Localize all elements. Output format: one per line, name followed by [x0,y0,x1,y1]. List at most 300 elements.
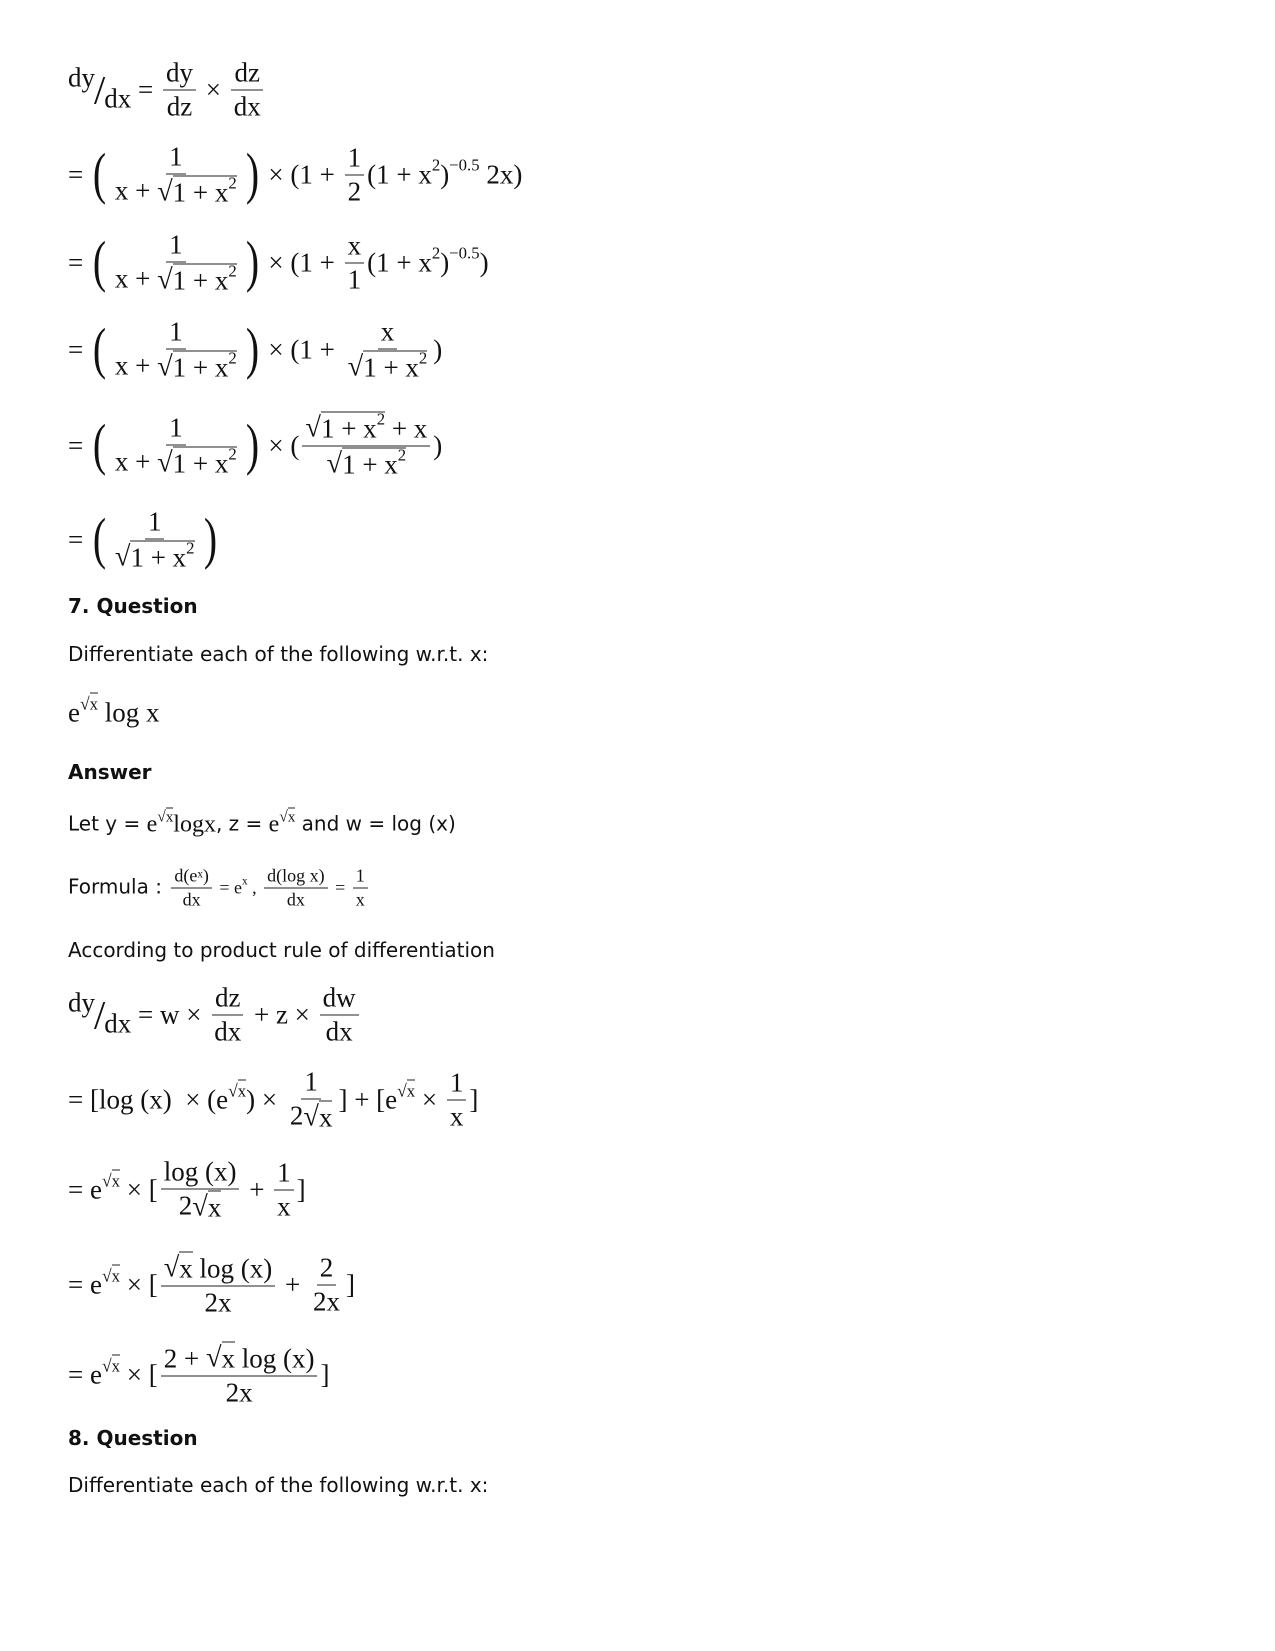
math-text: 2x [204,1287,232,1318]
large-parenthesis: ) [245,413,259,477]
math-text: ] [296,1174,306,1205]
math-text: 2 [431,155,441,175]
square-root [206,1342,235,1375]
superscript [419,349,427,369]
math-text: × [415,1084,444,1115]
radicand [319,1101,333,1134]
math-text: 2 [228,444,237,464]
question-heading: 8. Question [68,1426,198,1450]
math-text: log x [98,697,160,728]
math-text: 1 [147,506,162,537]
math-text: ) [479,247,489,278]
radicand [90,693,98,715]
math-text: dx [233,91,261,122]
superscript [398,446,406,466]
numerator [166,230,186,263]
denominator [231,91,264,123]
math-text: 1 [449,1067,464,1098]
denominator [324,447,410,481]
numerator [320,983,359,1016]
math-text: = [log (x) × (e [68,1084,229,1115]
square-root [347,348,428,384]
denominator: dx [104,83,132,114]
fraction [161,1252,276,1319]
equation-step [68,230,489,297]
math-text: x + [114,350,158,381]
math-text: 2 [376,409,386,429]
math-text: dy [166,57,193,88]
math-text: 1 + x [342,449,398,480]
numerator [301,1067,321,1100]
denominator [176,1190,225,1224]
math-text: = [68,334,90,365]
fraction [112,413,240,480]
math-text: 2 [178,1190,193,1221]
denominator [287,1100,336,1134]
math-text: x [237,1081,247,1101]
superscript [449,244,479,264]
numerator [166,413,186,446]
math-text: × ( [261,430,300,461]
radical-sign: √ [303,1101,319,1133]
superscript [102,1170,120,1192]
math-text: 2 [397,445,407,465]
math-text: x [406,1081,416,1101]
square-root [80,693,98,715]
math-text: ] + [e [338,1084,398,1115]
numerator: dy [68,987,95,1018]
formula-statement [68,866,371,911]
superscript [449,156,479,176]
math-text: 1 + x [172,448,229,479]
radical-sign: √ [114,541,131,573]
numerator [231,58,262,91]
math-text: ] [320,1359,330,1390]
math-text: × [ [119,1174,158,1205]
math-text: d(log x) [267,865,325,886]
numerator [274,1158,294,1191]
denominator [310,1286,343,1318]
math-text: × [ [119,1359,158,1390]
fraction [302,409,430,481]
math-text: dx [182,889,201,910]
radical-sign: √ [163,1252,180,1284]
question-expression [68,693,160,729]
math-text: 2 [228,261,237,281]
math-text: + x [385,413,428,444]
math-text: −0.5 [449,155,480,175]
superscript [228,262,236,282]
math-text: dx [325,1016,353,1047]
numerator [378,317,398,350]
superscript [102,1265,120,1287]
denominator [112,446,240,480]
math-text: (1 + x [367,247,432,278]
radical-sign: √ [157,176,173,208]
radicand [172,173,237,209]
math-text: x [165,809,174,826]
fraction [171,866,212,911]
radical-sign: √ [305,412,321,444]
radical-sign: √ [79,693,90,714]
radicand [208,1191,222,1224]
math-text: ) × [246,1084,284,1115]
numerator [447,1068,467,1101]
numerator [166,317,186,350]
fraction [287,1067,336,1134]
radical-sign: √ [192,1191,208,1223]
math-text: = [68,247,90,278]
denominator [164,91,195,123]
math-text: = e [214,877,243,898]
denominator [112,263,240,297]
numerator [145,507,165,540]
math-text: dx [286,889,305,910]
square-root [157,261,237,297]
square-root [102,1170,120,1192]
math-text: x [242,875,248,888]
math-text: 2 [431,243,441,263]
superscript [197,868,203,880]
math-text: 1 [169,412,183,443]
inline-math [268,808,296,839]
math-text: 1 + x [172,177,229,208]
square-root [397,1080,415,1102]
square-root [228,1080,246,1102]
fraction [112,230,240,297]
superscript [228,174,236,194]
radicand [112,1170,120,1192]
numerator [161,1342,318,1377]
fraction [161,1157,240,1224]
math-text: x [287,809,296,826]
fraction [161,1342,318,1409]
denominator [323,1016,356,1048]
math-text: = [330,877,350,898]
fraction [112,507,198,574]
denominator [345,264,365,296]
numerator [171,866,212,889]
math-text: 2x [225,1377,253,1408]
radicand [407,1080,415,1102]
radical-sign: √ [157,264,173,296]
math-text: 2 + [163,1343,206,1374]
superscript [377,410,385,430]
text-run: , z = [215,811,269,836]
fraction [211,983,244,1048]
math-text: x + [114,175,158,206]
superscript [228,349,236,369]
math-text: 1 + x [320,413,377,444]
radicand [363,348,428,384]
radicand [342,445,407,481]
math-text: 1 + x [172,265,229,296]
math-text: dx [214,1016,242,1047]
square-root [279,807,295,826]
radical-sign: √ [101,1170,112,1191]
math-text: 1 + x [130,542,187,573]
large-parenthesis: ) [245,142,259,206]
denominator [112,350,240,384]
fraction [345,231,365,296]
square-root [164,1252,193,1285]
denominator [180,889,204,911]
superscript [432,156,440,176]
fraction [447,1068,467,1133]
math-text: 1 [347,264,362,295]
equation-chain-rule [68,58,267,123]
fraction [274,1158,294,1223]
math-text: ) [433,430,443,461]
superscript [157,807,173,826]
math-text: x [89,694,98,714]
math-text: x [355,889,365,910]
equation-step [68,409,443,481]
math-text: 1 [347,142,362,173]
numerator [345,143,365,176]
math-text: = e [68,1269,102,1300]
radicand [166,807,173,826]
math-text: 1 [169,229,183,260]
answer-heading: Answer [68,760,152,784]
math-text: 1 [277,1157,291,1188]
math-text: , [247,877,262,898]
radical-sign: √ [397,1080,407,1101]
math-text: ) [433,334,443,365]
numerator [264,866,328,889]
square-root [192,1191,221,1224]
slash: / [94,67,106,113]
math-text: (1 + x [367,159,432,190]
math-text: 2 [228,173,237,193]
math-text: 1 [169,316,183,347]
square-root [102,1265,120,1287]
equation-step [68,1157,306,1224]
radical-sign: √ [101,1265,112,1286]
math-text: ) [202,865,209,886]
numerator [345,231,365,264]
math-text: x [207,1192,222,1223]
math-text: ) [440,159,450,190]
math-text: = [131,74,160,105]
fraction [264,866,328,911]
numerator: dy [68,62,95,93]
superscript [279,807,295,826]
denominator [447,1101,467,1133]
slash-fraction [68,62,132,114]
large-parenthesis: ( [92,230,107,294]
math-text: 2 [319,1252,334,1283]
math-text: e [268,811,280,838]
math-text: 1 + x [363,352,419,383]
math-text: log (x) [163,1156,237,1187]
large-parenthesis: ( [92,507,107,571]
math-text: x [111,1266,120,1286]
text-run: Let y = [68,811,147,836]
math-text: x [111,1171,120,1191]
large-parenthesis: ( [92,142,107,206]
math-text: = e [68,1359,102,1390]
math-text: logx [173,811,216,838]
math-text: x [449,1101,464,1132]
math-text: × (1 + [261,247,342,278]
fraction [345,143,365,208]
radical-sign: √ [279,808,288,826]
denominator [201,1287,234,1319]
denominator [345,176,365,208]
math-text: x + [114,446,158,477]
denominator [345,350,431,384]
large-parenthesis: ( [92,413,107,477]
math-text: d(e [174,865,198,886]
math-text: log (x) [192,1253,273,1284]
math-text: = [68,159,90,190]
slash-fraction [68,987,132,1039]
large-parenthesis: ) [245,317,259,381]
square-root [303,1101,332,1134]
radicand [238,1080,246,1102]
square-root [102,1355,120,1377]
math-text: 2 [228,348,237,368]
radical-sign: √ [228,1080,238,1101]
superscript [242,876,248,888]
fraction [231,58,264,123]
math-text: 2 [289,1100,304,1131]
math-text: x [318,1102,333,1133]
equation-result [68,507,219,574]
math-text: 1 [355,865,365,886]
question-heading: 7. Question [68,594,198,618]
radicand [179,1252,193,1285]
radicand [288,807,295,826]
math-text: = [68,524,90,555]
denominator [353,889,368,911]
radical-sign: √ [347,351,364,383]
radical-sign: √ [326,448,343,480]
square-root [326,445,407,481]
numerator [161,1252,276,1287]
math-text: x [277,1191,291,1222]
math-text: × [ [119,1269,158,1300]
equation-step [68,317,442,384]
math-text: x [179,1253,193,1284]
math-text: = w × [131,999,209,1030]
math-text: e [68,697,80,728]
denominator [211,1016,244,1048]
math-text: × (1 + [261,159,342,190]
math-text: 2 [418,348,428,368]
denominator [223,1377,256,1409]
math-text: + z × [247,999,317,1030]
numerator [353,866,368,889]
slash: / [94,992,106,1038]
radical-sign: √ [157,808,166,826]
radical-sign: √ [101,1355,112,1376]
square-root [157,348,237,384]
numerator [317,1253,337,1286]
radicand [112,1355,120,1377]
math-text: ) [440,247,450,278]
radicand [112,1265,120,1287]
denominator [112,540,198,574]
numerator [163,58,196,91]
math-text: dw [322,982,356,1013]
math-text: × (1 + [261,334,342,365]
numerator [161,1157,240,1190]
math-text: 1 [169,141,183,172]
math-text: 2x [312,1286,340,1317]
math-text: 2 [347,176,362,207]
radicand [172,348,237,384]
math-text: x [111,1356,120,1376]
superscript [432,244,440,264]
radical-sign: √ [157,351,173,383]
math-text: x [380,316,395,347]
radical-sign: √ [157,447,173,479]
math-text: log (x) [235,1343,315,1374]
math-text: x [347,230,362,261]
denominator: dx [104,1008,132,1039]
denominator [274,1191,294,1223]
superscript [186,539,194,559]
math-text: dz [214,982,241,1013]
math-text: 2x) [479,159,523,190]
math-text: −0.5 [449,243,480,263]
math-text: e [146,811,158,838]
square-root [157,173,237,209]
radicand [130,538,195,574]
square-root [157,444,237,480]
equation-product-rule [68,983,362,1048]
radicand [172,444,237,480]
superscript [102,1355,120,1377]
fraction [345,317,431,384]
equation-step [68,1067,478,1134]
equation-result [68,1342,329,1409]
math-text: x [197,868,203,881]
math-text: ] [345,1269,355,1300]
fraction [163,58,196,123]
math-text: dz [234,57,260,88]
fraction [310,1253,343,1318]
fraction [112,317,240,384]
math-text: = [68,430,90,461]
equation-step [68,142,522,209]
radicand [320,409,386,445]
numerator [302,409,430,447]
denominator [112,175,240,209]
large-parenthesis: ) [245,230,259,294]
large-parenthesis: ) [203,507,217,571]
numerator [166,142,186,175]
equation-step [68,1252,355,1319]
rule-text: According to product rule of differentiation [68,938,495,962]
text-run: Formula : [68,874,169,899]
fraction [353,866,368,911]
superscript [397,1080,415,1102]
square-root [305,409,386,445]
inline-math [146,808,216,839]
text-run: and w = log (x) [295,811,456,836]
square-root [157,807,173,826]
fraction [320,983,359,1048]
question-text: Differentiate each of the following w.r.t. x: [68,642,489,666]
math-text: ] [469,1084,479,1115]
math-text: x [221,1343,235,1374]
numerator [212,983,243,1016]
math-text: + [242,1174,272,1205]
math-text: dz [166,91,193,122]
